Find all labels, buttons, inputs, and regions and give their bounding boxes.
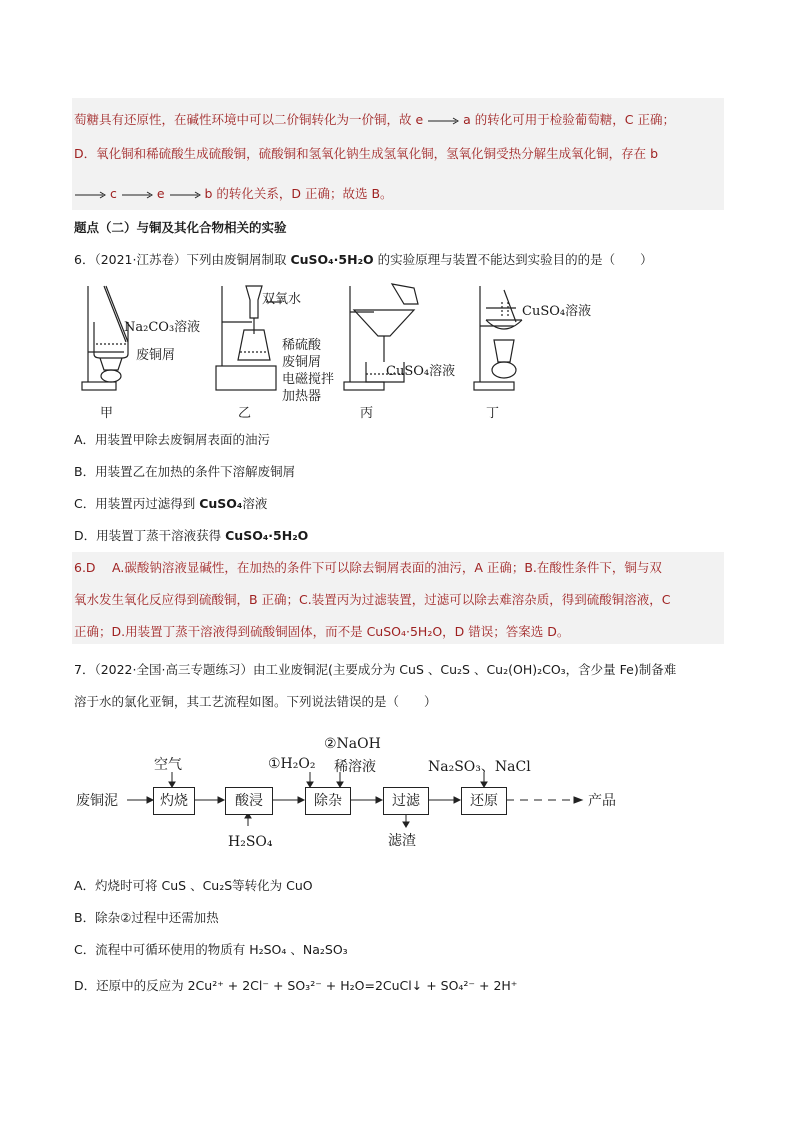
q7-stem-line2: 溶于水的氯化亚铜，其工艺流程如图。下列说法错误的是（ ） bbox=[74, 694, 437, 709]
ding-solution-label: CuSO₄溶液 bbox=[522, 304, 592, 319]
q7-option-c: C．流程中可循环使用的物质有 H₂SO₄ 、Na₂SO₃ bbox=[74, 942, 348, 957]
flow-input-naoh: ②NaOH bbox=[324, 736, 381, 752]
flow-input-h2so4: H₂SO₄ bbox=[228, 834, 273, 850]
section-title: 题点（二）与铜及其化合物相关的实验 bbox=[74, 220, 287, 235]
yi-acid-label: 稀硫酸 bbox=[282, 338, 322, 353]
bing-solution-label: CuSO₄溶液 bbox=[386, 364, 456, 379]
q6-option-d: D．用装置丁蒸干溶液获得 CuSO₄·5H₂O bbox=[74, 528, 309, 543]
q7-option-b: B．除杂②过程中还需加热 bbox=[74, 910, 219, 925]
flow-step-calcine: 灼烧 bbox=[153, 787, 195, 815]
flow-step-reduce: 还原 bbox=[461, 787, 507, 815]
yi-stirrer1-label: 电磁搅拌 bbox=[282, 372, 335, 387]
q6-option-c: C．用装置丙过滤得到 CuSO₄溶液 bbox=[74, 496, 268, 511]
answer-q6-line2: 氧水发生氧化反应得到硫酸铜，B 正确；C.装置丙为过滤装置，过滤可以除去难溶杂质，得到硫酸铜溶液，C bbox=[74, 592, 671, 607]
flow-step-acid-leach: 酸浸 bbox=[225, 787, 273, 815]
flow-end: 产品 bbox=[588, 793, 616, 809]
answer-q5-line3: c e b 的转化关系，D 正确；故选 B。 bbox=[74, 184, 393, 204]
q6-option-a: A．用装置甲除去废铜屑表面的油污 bbox=[74, 432, 271, 447]
flow-input-h2o2: ①H₂O₂ bbox=[268, 756, 316, 772]
flow-input-air: 空气 bbox=[154, 757, 182, 773]
answer-q6-line3: 正确；D.用装置丁蒸干溶液得到硫酸铜固体，而不是 CuSO₄·5H₂O，D 错误；答案选 D。 bbox=[74, 624, 570, 639]
answer-q5-line2: D．氧化铜和稀硫酸生成硫酸铜，硫酸铜和氢氧化钠生成氢氧化铜，氢氧化铜受热分解生成氧化铜，存在 b bbox=[74, 146, 659, 161]
answer-q6-line1: 6.D A.碳酸钠溶液显碱性，在加热的条件下可以除去铜屑表面的油污，A 正确；B.在酸性条件下，铜与双 bbox=[74, 560, 662, 575]
flow-start: 废铜泥 bbox=[76, 793, 118, 809]
jia-reagent-label: Na₂CO₃溶液 bbox=[124, 320, 201, 335]
yi-name: 乙 bbox=[238, 406, 252, 421]
answer-q5-line1: 萄糖具有还原性，在碱性环境中可以二价铜转化为一价铜，故 e a 的转化可用于检验葡萄糖，C 正确； bbox=[74, 112, 675, 127]
yi-top-label: 双氧水 bbox=[262, 292, 302, 307]
flow-step-filter: 过滤 bbox=[383, 787, 429, 815]
jia-name: 甲 bbox=[100, 406, 114, 421]
flow-input-dilute: 稀溶液 bbox=[334, 759, 376, 775]
q7-stem-line1: 7．（2022·全国·高三专题练习）由工业废铜泥(主要成分为 CuS 、Cu₂S 、Cu₂(OH)₂CO₃，含少量 Fe)制备难 bbox=[74, 662, 677, 677]
flow-step-remove-impurity: 除杂 bbox=[305, 787, 351, 815]
q7-option-a: A．灼烧时可将 CuS 、Cu₂S等转化为 CuO bbox=[74, 878, 313, 893]
q6-option-b: B．用装置乙在加热的条件下溶解废铜屑 bbox=[74, 464, 296, 479]
yi-stirrer2-label: 加热器 bbox=[282, 389, 322, 404]
jia-solid-label: 废铜屑 bbox=[136, 348, 176, 363]
flow-input-reducers: Na₂SO₃、NaCl bbox=[428, 759, 531, 775]
q6-stem: 6．（2021·江苏卷）下列由废铜屑制取 CuSO₄·5H₂O 的实验原理与装置不能达到实验目的的是（ ） bbox=[74, 252, 653, 267]
bing-name: 丙 bbox=[360, 406, 374, 421]
flow-output-residue: 滤渣 bbox=[388, 833, 416, 849]
yi-solid-label: 废铜屑 bbox=[282, 355, 322, 370]
ding-name: 丁 bbox=[486, 406, 500, 421]
q7-option-d: D．还原中的反应为 2Cu²⁺ + 2Cl⁻ + SO₃²⁻ + H₂O=2CuCl↓ + SO₄²⁻ + 2H⁺ bbox=[74, 978, 518, 993]
